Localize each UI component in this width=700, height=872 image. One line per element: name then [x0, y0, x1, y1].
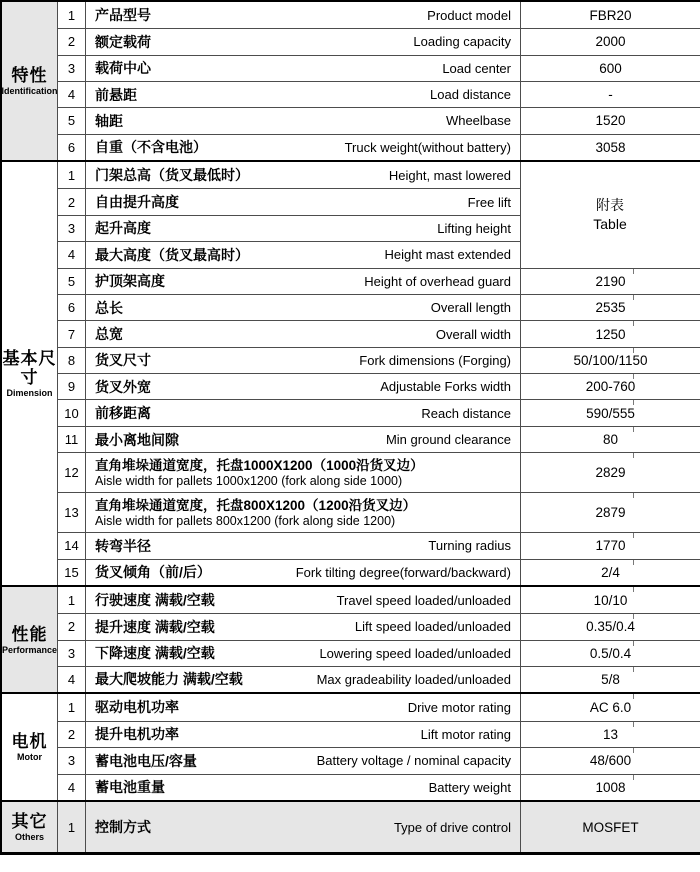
table-row: [58, 492, 700, 532]
table-row: [58, 587, 700, 613]
merged-value-cn: 附表: [596, 196, 624, 213]
spec-label-en: Wheelbase: [445, 113, 511, 129]
table-row: [58, 452, 700, 492]
spec-label-en: Adjustable Forks width: [380, 379, 511, 395]
category-label-en: Dimension: [6, 388, 53, 399]
spec-label-en: Loading capacity: [413, 34, 511, 50]
spec-label-cn: 起升高度: [95, 220, 151, 237]
spec-value: 0.5/0.4: [520, 640, 700, 666]
table-row: [58, 81, 700, 107]
spec-label-cn: 提升电机功率: [95, 726, 179, 743]
spec-label-en: Reach distance: [421, 405, 511, 421]
spec-label-cn: 门架总高（货叉最低时）: [95, 167, 249, 184]
spec-label-cn: 货叉倾角（前/后）: [95, 564, 211, 581]
spec-description: [86, 587, 520, 613]
category-cell-identification: [2, 2, 58, 160]
spec-value: 1250: [520, 320, 700, 346]
merged-value-cell: [520, 162, 700, 268]
merged-value-en: Table: [593, 215, 627, 232]
spec-label-cn: 直角堆垛通道宽度，托盘1000X1200（1000沿货叉边）: [95, 457, 424, 473]
spec-label-cn: 自由提升高度: [95, 194, 179, 211]
category-cell-motor: [2, 694, 58, 800]
spec-label-en: Drive motor rating: [407, 699, 511, 715]
spec-description: [86, 81, 520, 107]
spec-label-en: Battery weight: [428, 779, 511, 795]
spec-label-en: Lift motor rating: [420, 726, 511, 742]
table-row: [58, 399, 700, 425]
spec-label-en: Aisle width for pallets 1000x1200 (fork along side 1000): [95, 473, 403, 488]
row-number: 13: [58, 492, 86, 532]
spec-description: [86, 747, 520, 774]
spec-label-en: Product model: [427, 7, 511, 23]
spec-label-en: Travel speed loaded/unloaded: [336, 592, 511, 608]
spec-value: 80: [520, 426, 700, 452]
row-number: 9: [58, 373, 86, 399]
spec-label-en: Battery voltage / nominal capacity: [316, 753, 511, 769]
spec-label-en: Type of drive control: [393, 819, 511, 835]
spec-label-en: Overall length: [430, 300, 511, 316]
spec-label-en: Lifting height: [437, 220, 511, 236]
spec-label-cn: 最小离地间隙: [95, 431, 179, 448]
row-number: 3: [58, 215, 86, 241]
row-number: 6: [58, 134, 86, 160]
row-number: 1: [58, 587, 86, 613]
spec-label-cn: 转弯半径: [95, 537, 151, 554]
spec-description: [86, 532, 520, 558]
row-number: 3: [58, 747, 86, 774]
spec-description: [86, 268, 520, 294]
row-number: 1: [58, 694, 86, 721]
table-row: [58, 107, 700, 133]
table-row: [58, 532, 700, 558]
spec-value: AC 6.0: [520, 694, 700, 721]
row-number: 7: [58, 320, 86, 346]
spec-value: 2/4: [520, 559, 700, 585]
spec-description: [86, 721, 520, 748]
spec-label-en: Load distance: [430, 87, 511, 103]
table-row: [58, 694, 700, 721]
table-row: [58, 28, 700, 54]
spec-label-en: Max gradeability loaded/unloaded: [316, 671, 511, 687]
spec-value: 3058: [520, 134, 700, 160]
spec-value: 10/10: [520, 587, 700, 613]
spec-label-cn: 驱动电机功率: [95, 699, 179, 716]
spec-value: MOSFET: [520, 802, 700, 852]
row-number: 3: [58, 55, 86, 81]
table-row: [58, 320, 700, 346]
spec-label-en: Overall width: [435, 326, 511, 342]
section-motor: [2, 692, 700, 800]
section-dimension: [2, 160, 700, 585]
spec-description: [86, 162, 520, 188]
table-row: [58, 613, 700, 639]
row-number: 15: [58, 559, 86, 585]
spec-description: [86, 134, 520, 160]
spec-description: [86, 559, 520, 585]
spec-label-cn: 控制方式: [95, 819, 151, 836]
row-number: 2: [58, 721, 86, 748]
row-number: 6: [58, 294, 86, 320]
row-number: 4: [58, 241, 86, 267]
spec-label-cn: 蓄电池重量: [95, 779, 165, 796]
category-label-cn: 其它: [11, 812, 48, 832]
spec-description: [86, 802, 520, 852]
row-number: 5: [58, 107, 86, 133]
spec-description: [86, 492, 520, 532]
row-number: 10: [58, 399, 86, 425]
row-number: 4: [58, 666, 86, 692]
section-others: [2, 800, 700, 852]
spec-description: [86, 28, 520, 54]
spec-description: [86, 347, 520, 373]
spec-value: 2190: [520, 268, 700, 294]
spec-label-en: Min ground clearance: [385, 432, 511, 448]
spec-label-cn: 载荷中心: [95, 60, 151, 77]
table-row: [58, 55, 700, 81]
spec-label-en: Fork tilting degree(forward/backward): [295, 564, 511, 580]
spec-value: 2829: [520, 452, 700, 492]
row-number: 2: [58, 188, 86, 214]
spec-label-en: Load center: [442, 60, 511, 76]
row-number: 3: [58, 640, 86, 666]
table-row: [58, 426, 700, 452]
spec-value: 2535: [520, 294, 700, 320]
section-rows: [58, 587, 700, 692]
row-number: 12: [58, 452, 86, 492]
category-label-en: Others: [14, 832, 44, 843]
spec-label-en: Lowering speed loaded/unloaded: [319, 645, 511, 661]
spec-description: [86, 294, 520, 320]
section-performance: [2, 585, 700, 692]
section-identification: [2, 2, 700, 160]
spec-label-cn: 护顶架高度: [95, 273, 165, 290]
row-number: 8: [58, 347, 86, 373]
spec-value: 1770: [520, 532, 700, 558]
spec-description: [86, 640, 520, 666]
category-cell-dimension: [2, 162, 58, 585]
spec-description: [86, 241, 520, 267]
section-rows: [58, 162, 700, 585]
category-label-cn: 特性: [11, 65, 48, 85]
spec-label-cn: 自重（不含电池）: [95, 139, 207, 156]
spec-label-en: Height mast extended: [384, 247, 511, 263]
spec-value: 2879: [520, 492, 700, 532]
table-row: [58, 134, 700, 160]
spec-description: [86, 188, 520, 214]
category-label-en: Motor: [17, 752, 42, 763]
category-label-cn: 性能: [11, 624, 48, 644]
spec-label-cn: 蓄电池电压/容量: [95, 752, 197, 769]
row-number: 1: [58, 802, 86, 852]
spec-value: FBR20: [520, 2, 700, 28]
table-row: [58, 559, 700, 585]
spec-description: [86, 215, 520, 241]
table-row: [58, 2, 700, 28]
spec-label-cn: 提升速度 满载/空载: [95, 618, 215, 635]
row-number: 4: [58, 774, 86, 801]
spec-value: 0.35/0.4: [520, 613, 700, 639]
spec-label-cn: 最大爬坡能力 满载/空载: [95, 671, 243, 688]
spec-description: [86, 107, 520, 133]
table-row: [58, 373, 700, 399]
spec-value: 1008: [520, 774, 700, 801]
spec-value: 200-760: [520, 373, 700, 399]
section-rows: [58, 694, 700, 800]
spec-label-cn: 货叉外宽: [95, 378, 151, 395]
spec-value: 2000: [520, 28, 700, 54]
row-number: 1: [58, 2, 86, 28]
spec-value: 5/8: [520, 666, 700, 692]
row-number: 4: [58, 81, 86, 107]
spec-label-cn: 总宽: [95, 326, 123, 342]
spec-description: [86, 694, 520, 721]
spec-description: [86, 399, 520, 425]
row-number: 2: [58, 28, 86, 54]
category-label-en: Identification: [1, 86, 58, 96]
table-row: [58, 268, 700, 294]
spec-value: 48/600: [520, 747, 700, 774]
category-label-cn: 电机: [11, 732, 48, 752]
section-rows: [58, 802, 700, 852]
row-number: 1: [58, 162, 86, 188]
spec-label-cn: 前移距离: [95, 405, 151, 422]
spec-label-cn: 直角堆垛通道宽度，托盘800X1200（1200沿货叉边）: [95, 497, 417, 513]
spec-description: [86, 2, 520, 28]
spec-label-cn: 总长: [95, 299, 123, 316]
spec-description: [86, 666, 520, 692]
spec-label-cn: 货叉尺寸: [95, 352, 151, 369]
table-row: [58, 666, 700, 692]
spec-label-cn: 下降速度 满载/空载: [95, 645, 215, 662]
spec-value: 1520: [520, 107, 700, 133]
spec-label-cn: 轴距: [95, 112, 123, 129]
category-cell-performance: [2, 587, 58, 692]
spec-value: 50/100/1150: [520, 347, 700, 373]
spec-value: 13: [520, 721, 700, 748]
spec-description: [86, 55, 520, 81]
table-row: [58, 640, 700, 666]
spec-description: [86, 613, 520, 639]
table-row: [58, 721, 700, 748]
table-row: [58, 347, 700, 373]
spec-label-cn: 最大高度（货叉最高时）: [95, 246, 249, 263]
row-number: 11: [58, 426, 86, 452]
spec-value: 600: [520, 55, 700, 81]
spec-label-cn: 产品型号: [95, 7, 151, 24]
spec-label-cn: 额定载荷: [95, 33, 151, 50]
category-label-en: Performance: [1, 644, 58, 655]
row-number: 5: [58, 268, 86, 294]
spec-label-en: Lift speed loaded/unloaded: [354, 619, 511, 635]
category-label-cn: 基本尺寸: [2, 348, 57, 387]
spec-description: [86, 320, 520, 346]
spec-label-en: Truck weight(without battery): [344, 139, 511, 155]
row-number: 2: [58, 613, 86, 639]
spec-value: -: [520, 81, 700, 107]
table-row: [58, 747, 700, 774]
spec-label-cn: 前悬距: [95, 86, 137, 103]
table-row: [58, 802, 700, 852]
spec-description: [86, 452, 520, 492]
category-cell-others: [2, 802, 58, 852]
spec-description: [86, 774, 520, 801]
table-row: [58, 774, 700, 801]
table-row: [58, 294, 700, 320]
spec-label-en: Height, mast lowered: [388, 167, 511, 183]
section-rows: [58, 2, 700, 160]
spec-label-en: Aisle width for pallets 800x1200 (fork along side 1200): [95, 513, 396, 528]
spec-description: [86, 426, 520, 452]
spec-label-en: Height of overhead guard: [364, 273, 511, 289]
spec-label-en: Turning radius: [428, 538, 511, 554]
spec-description: [86, 373, 520, 399]
spec-label-en: Free lift: [467, 194, 511, 210]
spec-value: 590/555: [520, 399, 700, 425]
spec-label-cn: 行驶速度 满载/空载: [95, 592, 215, 609]
spec-label-en: Fork dimensions (Forging): [359, 352, 511, 368]
row-number: 14: [58, 532, 86, 558]
